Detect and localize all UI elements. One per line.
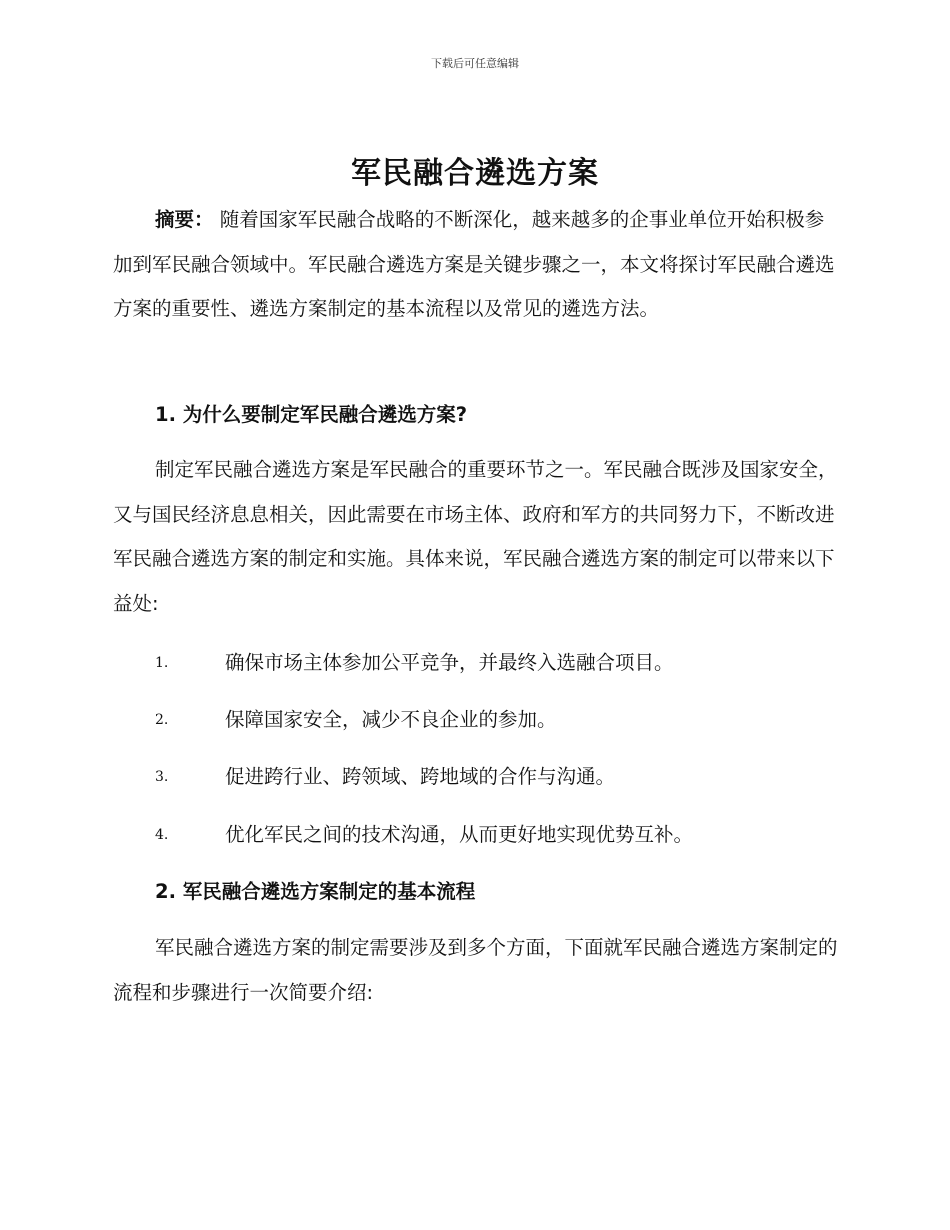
- abstract-paragraph: [113, 198, 843, 332]
- list-item: [155, 705, 855, 735]
- list-item: [155, 762, 855, 792]
- abstract-label: 摘要：: [155, 208, 214, 231]
- list-item-text: 确保市场主体参加公平竞争，并最终入选融合项目。: [225, 651, 674, 674]
- list-item-text: 促进跨行业、跨领域、跨地域的合作与沟通。: [225, 765, 616, 788]
- section-2-paragraph: 军民融合遴选方案的制定需要涉及到多个方面，下面就军民融合遴选方案制定的流程和步骤进行一次简要介绍:: [113, 936, 838, 1004]
- list-item-text: 保障国家安全，减少不良企业的参加。: [225, 708, 557, 731]
- list-item-number: 3.: [155, 769, 169, 785]
- list-item-text: 优化军民之间的技术沟通，从而更好地实现优势互补。: [225, 823, 694, 846]
- section-1-heading: 1. 为什么要制定军民融合遴选方案?: [155, 403, 468, 426]
- list-item: [155, 820, 855, 850]
- list-item-number: 2.: [155, 712, 169, 728]
- document-title: 军民融合遴选方案: [351, 156, 599, 191]
- list-item-number: 1.: [155, 655, 169, 671]
- section-2-heading: 2. 军民融合遴选方案制定的基本流程: [155, 880, 476, 903]
- list-item-number: 4.: [155, 827, 169, 843]
- section-1-paragraph: 制定军民融合遴选方案是军民融合的重要环节之一。军民融合既涉及国家安全，又与国民经济息息相关，因此需要在市场主体、政府和军方的共同努力下，不断改进军民融合遴选方案的制定和实施。具体来说，军民融合遴选方案的制定可以带来以下益处:: [113, 458, 838, 615]
- abstract-text: 随着国家军民融合战略的不断深化，越来越多的企事业单位开始积极参加到军民融合领域中。军民融合遴选方案是关键步骤之一，本文将探讨军民融合遴选方案的重要性、遴选方案制定的基本流程以及常见的遴选方法。: [113, 208, 835, 320]
- header-note: 下载后可任意编辑: [431, 57, 519, 70]
- list-item: [155, 648, 855, 678]
